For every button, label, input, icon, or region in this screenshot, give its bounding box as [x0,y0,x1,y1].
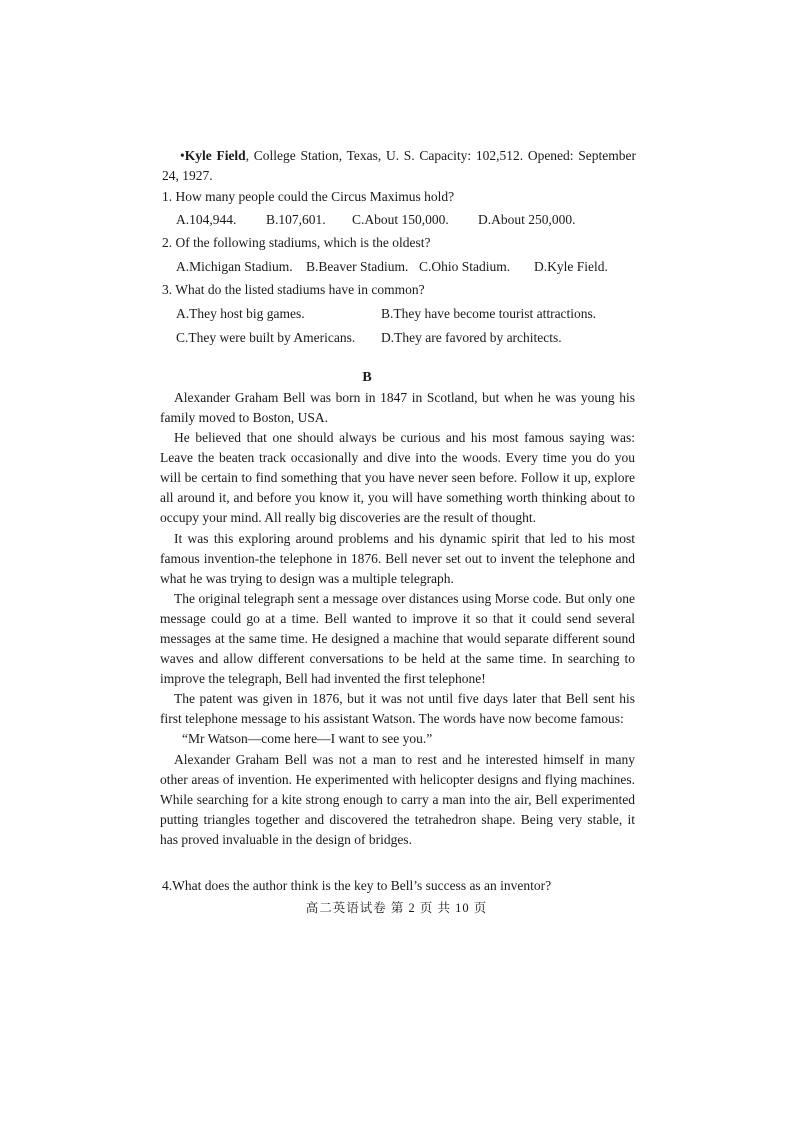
question-2-option-b: B.Beaver Stadium. [306,259,409,274]
section-b-heading: B [362,370,372,385]
question-1-option-a: A.104,944. [176,212,237,227]
question-1-option-d: D.About 250,000. [478,212,576,227]
question-3-option-a: A.They host big games. [176,306,305,321]
bullet: • [180,148,185,163]
passage-paragraph-1: Alexander Graham Bell was born in 1847 in Scotland, but when he was young his family moved to Boston, USA. [160,390,635,425]
question-1-stem: 1. How many people could the Circus Maximus hold? [162,189,455,204]
question-3-stem: 3. What do the listed stadiums have in common? [162,282,425,297]
stadium-name: Kyle Field [184,148,246,163]
passage-paragraph-5: The patent was given in 1876, but it was not until five days later that Bell sent his first telephone message to his assistant Watson. The words have now become famous: [160,691,635,726]
question-2-option-c: C.Ohio Stadium. [419,259,511,274]
question-2-stem: 2. Of the following stadiums, which is the oldest? [162,235,431,250]
question-3-option-c: C.They were built by Americans. [176,330,356,345]
question-2-option-d: D.Kyle Field. [534,259,608,274]
stadium-details: , College Station, Texas, U. S. Capacity: 102,512. Opened: September 24, 1927. [162,148,636,183]
question-1-option-b: B.107,601. [266,212,326,227]
passage-paragraph-6: Alexander Graham Bell was not a man to rest and he interested himself in many other areas of invention. He experimented with helicopter designs and flying machines. While searching for a kite strong enough to carry a man into the air, Bell experimented putting triangles together and discovered the tetrahedron shape. Being very stable, it has proved invaluable in the design of bridges. [160,752,635,847]
passage-quote: “Mr Watson—come here—I want to see you.” [182,731,433,746]
passage-paragraph-2: He believed that one should always be curious and his most famous saying was: Leave the beaten track occasionally and dive into the woods. Every time you do you will be certain to find something that you have never seen before. Follow it up, explore all around it, and before you know it, you will have something worth thinking about to occupy your mind. All really big discoveries are the result of thought. [160,430,635,525]
question-3-option-b: B.They have become tourist attractions. [381,306,597,321]
question-3-option-d: D.They are favored by architects. [381,330,562,345]
question-1-option-c: C.About 150,000. [352,212,449,227]
question-2-option-a: A.Michigan Stadium. [176,259,293,274]
passage-paragraph-3: It was this exploring around problems and his dynamic spirit that led to his most famous invention-the telephone in 1876. Bell never set out to invent the telephone and what he was trying to design was a multiple telegraph. [160,531,635,586]
stadium-entry-kyle-field [162,146,636,186]
question-4-stem: 4.What does the author think is the key to Bell’s success as an inventor? [162,878,552,893]
passage-paragraph-4: The original telegraph sent a message over distances using Morse code. But only one message could go at a time. Bell wanted to improve it so that it could send several messages at the same time. He designed a machine that would separate different sound waves and allow different conversations to be held at the same time. In searching to improve the telegraph, Bell had invented the first telephone! [160,591,635,686]
page-footer: 高二英语试卷 第 2 页 共 10 页 [305,901,488,915]
